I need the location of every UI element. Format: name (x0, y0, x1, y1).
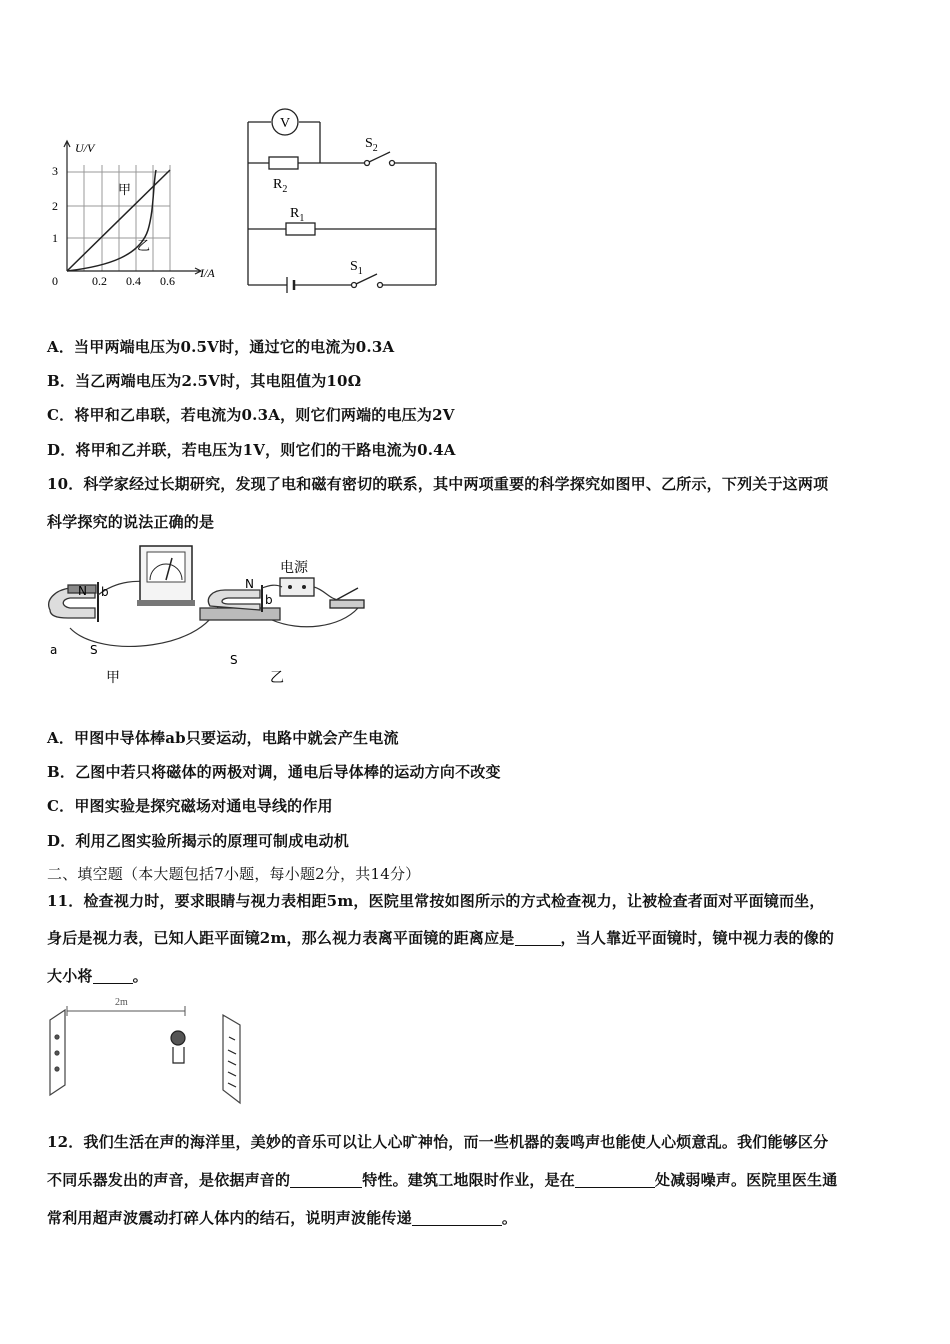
person-icon (171, 1031, 185, 1063)
resistor-r2-label: $R_2$ (273, 177, 288, 195)
q11-line2-b: ，当人靠近平面镜时，镜中视力表的像的 (560, 929, 835, 947)
q11-line1: 11．检查视力时，要求眼睛与视力表相距5m，医院里常按如图所示的方式检查视力，让被检查者面对平面镜而坐， (47, 892, 825, 910)
q12-line3-a: 常利用超声波震动打碎人体内的结石，说明声波能传递 (47, 1209, 412, 1227)
curve-yi (67, 170, 156, 271)
distance-label: 2m (115, 997, 128, 1008)
ui-graph-figure (40, 130, 230, 295)
q10-stem-line1: 10．科学家经过长期研究，发现了电和磁有密切的联系，其中两项重要的科学探究如图甲、乙所示，下列关于这两项 (47, 475, 829, 493)
q9-option-b: B．当乙两端电压为2.5V时，其电阻值为10Ω (47, 372, 362, 390)
q11-line2-a: 身后是视力表，已知人距平面镜2m，那么视力表离平面镜的距离应是 (47, 929, 515, 947)
q10-option-a: A．甲图中导体棒ab只要运动，电路中就会产生电流 (47, 729, 399, 747)
q12-line2-b: 特性。建筑工地限时作业，是在 (362, 1171, 576, 1189)
origin-label: 0 (52, 274, 58, 288)
switch-s2 (365, 152, 395, 166)
q9-option-d: D．将甲和乙并联，若电压为1V，则它们的干路电流为0.4A (47, 441, 456, 459)
x-tick-0.6: 0.6 (160, 274, 175, 288)
q12-line2 (47, 1169, 837, 1190)
section2-title: 二、填空题（本大题包括7小题，每小题2分，共14分） (47, 865, 421, 883)
q12-line3 (47, 1207, 517, 1228)
yi-n-label: N (245, 577, 254, 591)
label-yi: 乙 (137, 239, 151, 254)
label-jia: 甲 (118, 183, 132, 198)
battery-symbol (287, 277, 294, 293)
x-tick-0.4: 0.4 (126, 274, 141, 288)
q9-option-a: A．当甲两端电压为0.5V时，通过它的电流为0.3A (47, 338, 395, 356)
jia-n-label: N (78, 584, 87, 598)
yi-s-label: S (230, 653, 238, 667)
switch-s2-label: $S_2$ (365, 136, 378, 154)
y-axis-label: U/V (75, 141, 95, 155)
q12-blank-3[interactable] (412, 1210, 502, 1226)
q11-blank-2[interactable] (93, 968, 133, 984)
q11-line3-b: 。 (132, 967, 148, 985)
q11-line3 (47, 965, 148, 986)
q12-line3-b: 。 (501, 1209, 518, 1227)
q10-figure (40, 540, 380, 690)
q11-line3-a: 大小将 (47, 967, 93, 985)
q9-option-c: C．将甲和乙串联，若电流为0.3A，则它们两端的电压为2V (47, 406, 455, 424)
q12-line2-c: 处减弱噪声。医院里医生通 (655, 1171, 838, 1189)
power-supply-icon (280, 578, 314, 596)
jia-s-label: S (90, 643, 98, 657)
y-tick-3: 3 (52, 164, 58, 178)
q10-option-b: B．乙图中若只将磁体的两极对调，通电后导体棒的运动方向不改变 (47, 763, 501, 781)
y-tick-1: 1 (52, 231, 58, 245)
y-tick-2: 2 (52, 199, 58, 213)
resistor-r1-label: $R_1$ (290, 206, 305, 224)
plane-mirror (50, 1010, 65, 1095)
q10-option-d: D．利用乙图实验所揭示的原理可制成电动机 (47, 832, 350, 850)
yi-b-label: b (265, 593, 273, 607)
galvanometer-icon (137, 546, 195, 606)
q11-line2 (47, 927, 834, 948)
q12-blank-1[interactable] (290, 1172, 362, 1188)
voltmeter-label: V (280, 116, 291, 131)
q10-option-c: C．甲图实验是探究磁场对通电导线的作用 (47, 797, 333, 815)
x-tick-0.2: 0.2 (92, 274, 107, 288)
switch-s1-label: $S_1$ (350, 259, 363, 277)
x-axis-label: I/A (200, 266, 215, 280)
power-label: 电源 (280, 560, 308, 576)
q12-line1: 12．我们生活在声的海洋里，美妙的音乐可以让人心旷神怡，而一些机器的轰鸣声也能使人心烦意乱。我们能够区分 (47, 1133, 829, 1151)
resistor-r1 (286, 223, 315, 235)
q10-stem-line2: 科学探究的说法正确的是 (47, 513, 215, 531)
q12-line2-a: 不同乐器发出的声音，是依据声音的 (47, 1171, 291, 1189)
q11-figure (45, 995, 255, 1105)
circuit-wires (248, 122, 436, 285)
eye-chart (223, 1015, 240, 1103)
jia-a-label: a (50, 643, 58, 657)
jia-b-label: b (101, 585, 109, 599)
circuit-figure (240, 105, 445, 295)
switch-s1 (352, 274, 383, 288)
q12-blank-2[interactable] (575, 1172, 655, 1188)
jia-caption: 甲 (106, 670, 120, 686)
q11-blank-1[interactable] (515, 930, 561, 946)
jia-magnet (49, 585, 96, 618)
yi-caption: 乙 (270, 670, 284, 686)
knife-switch-icon (330, 588, 364, 608)
resistor-r2 (269, 157, 298, 169)
